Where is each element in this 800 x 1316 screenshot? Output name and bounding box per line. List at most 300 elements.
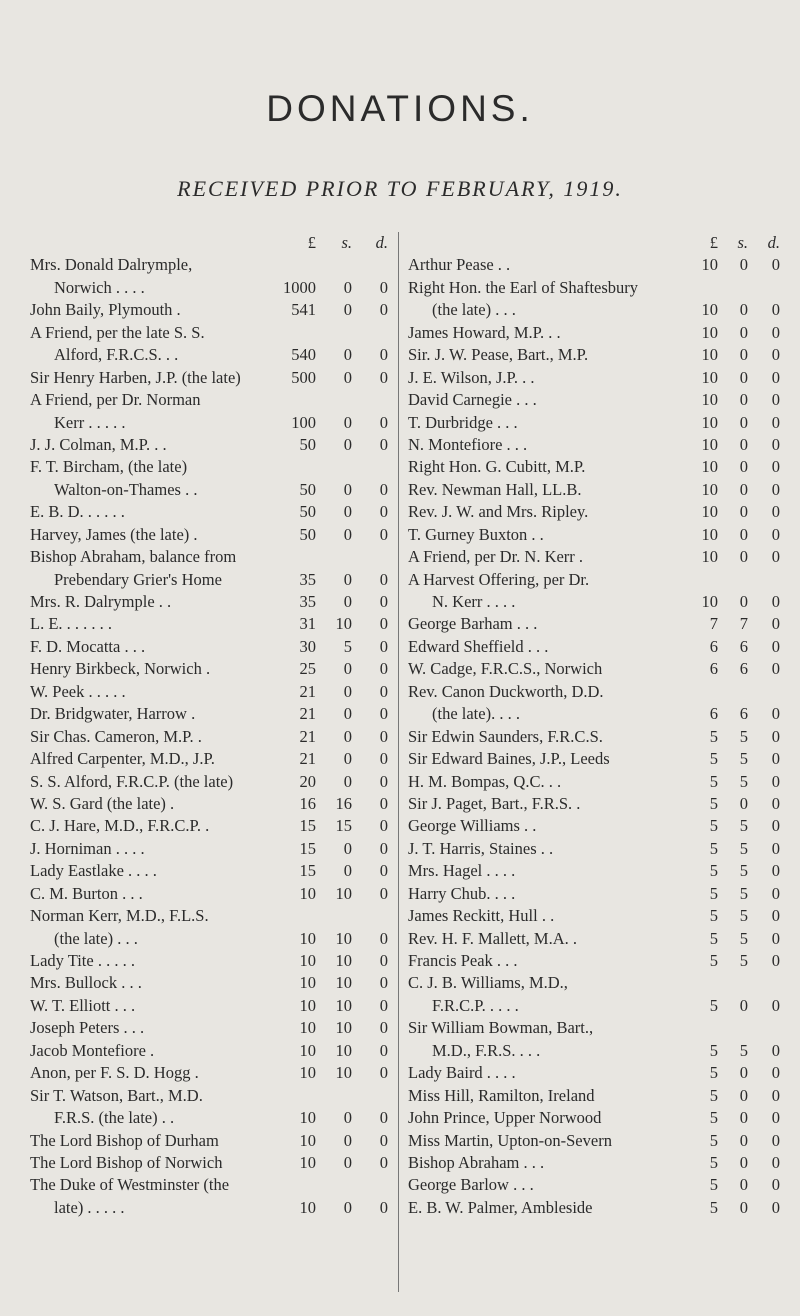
amount-shillings: 10 xyxy=(335,995,352,1015)
amount-shillings: 0 xyxy=(343,592,352,611)
amount-pounds: 30 xyxy=(299,636,316,656)
amount-shillings: 0 xyxy=(343,524,352,544)
amount-shillings xyxy=(316,389,352,411)
donor-name: Rev. Newman Hall, LL.B. xyxy=(408,479,582,499)
amount-pounds: 7 xyxy=(709,614,718,634)
amount-pence: 0 xyxy=(771,704,780,724)
amount-shillings: 0 xyxy=(739,592,748,611)
amount-pence: 0 xyxy=(379,367,388,387)
shillings-header: s. xyxy=(341,233,352,252)
donation-row xyxy=(408,771,780,793)
amount-pounds: 5 xyxy=(709,928,718,948)
donor-name: W. Cadge, F.R.C.S., Norwich xyxy=(408,659,603,679)
donor-name: T. Gurney Buxton . . xyxy=(408,524,544,544)
donor-name: J. J. Colman, M.P. . . xyxy=(30,434,167,454)
amount-shillings xyxy=(316,1174,352,1196)
amount-shillings: 0 xyxy=(343,1108,352,1128)
amount-pence: 0 xyxy=(771,1063,780,1083)
amount-shillings: 0 xyxy=(343,502,352,522)
donation-row xyxy=(30,658,388,680)
amount-pence: 0 xyxy=(379,412,388,432)
amount-shillings: 0 xyxy=(343,659,352,679)
amount-shillings: 0 xyxy=(739,502,748,522)
right-donations-column xyxy=(408,232,780,1219)
amount-shillings: 0 xyxy=(739,995,748,1015)
donation-row xyxy=(30,703,388,725)
amount-pounds: 25 xyxy=(299,659,316,679)
amount-shillings: 6 xyxy=(739,704,748,724)
donor-name: A Friend, per Dr. Norman xyxy=(30,390,201,410)
amount-pence: 0 xyxy=(771,726,780,746)
amount-pounds xyxy=(268,322,316,344)
amount-pence: 0 xyxy=(771,300,780,320)
donor-name: Mrs. Hagel . . . . xyxy=(408,861,516,881)
donation-row xyxy=(30,344,388,366)
amount-pounds: 500 xyxy=(291,367,316,387)
amount-pence: 0 xyxy=(771,367,780,387)
amount-shillings: 10 xyxy=(335,1063,352,1083)
donation-row xyxy=(408,793,780,815)
donation-row xyxy=(30,771,388,793)
donor-name: Lady Tite . . . . . xyxy=(30,951,135,970)
donation-row xyxy=(30,636,388,658)
donor-name: (the late) . . . xyxy=(432,300,516,320)
amount-pounds: 16 xyxy=(299,793,316,813)
amount-pence: 0 xyxy=(379,1018,388,1038)
donation-row xyxy=(30,546,388,568)
donation-row xyxy=(408,524,780,546)
amount-pence: 0 xyxy=(379,749,388,769)
amount-shillings: 0 xyxy=(739,1152,748,1172)
amount-pence: 0 xyxy=(379,1040,388,1060)
donation-row xyxy=(408,928,780,950)
amount-shillings: 15 xyxy=(335,816,352,836)
donation-row xyxy=(30,367,388,389)
amount-pounds: 540 xyxy=(291,345,316,365)
amount-pence xyxy=(352,322,388,344)
amount-shillings: 10 xyxy=(335,1040,352,1060)
amount-shillings: 0 xyxy=(343,300,352,320)
donation-row xyxy=(30,928,388,950)
amount-pence: 0 xyxy=(771,951,780,970)
amount-pence: 0 xyxy=(771,1108,780,1128)
amount-pounds: 21 xyxy=(299,749,316,769)
amount-pounds: 5 xyxy=(709,749,718,769)
amount-pence: 0 xyxy=(771,524,780,544)
donor-name: S. S. Alford, F.R.C.P. (the late) xyxy=(30,771,234,791)
donation-row xyxy=(30,299,388,321)
donor-name: Jacob Montefiore . xyxy=(30,1040,155,1060)
donor-name: Arthur Pease . . xyxy=(408,255,511,275)
amount-pounds xyxy=(678,569,718,591)
donation-row xyxy=(30,1174,388,1196)
amount-pounds: 5 xyxy=(709,816,718,836)
donor-name: W. T. Elliott . . . xyxy=(30,995,136,1015)
amount-shillings: 10 xyxy=(335,973,352,993)
amount-shillings: 5 xyxy=(739,838,748,858)
amount-pounds: 5 xyxy=(709,1085,718,1105)
amount-pence: 0 xyxy=(771,1175,780,1195)
donation-row xyxy=(408,1197,780,1219)
amount-pounds: 5 xyxy=(709,861,718,881)
amount-pounds: 100 xyxy=(291,412,316,432)
amount-pounds: 15 xyxy=(299,838,316,858)
amount-shillings: 0 xyxy=(739,434,748,454)
header-spacer xyxy=(30,232,268,254)
amount-pence: 0 xyxy=(379,726,388,746)
donation-row xyxy=(408,1062,780,1084)
donor-name: (the late). . . . xyxy=(432,704,520,724)
donor-name: Sir T. Watson, Bart., M.D. xyxy=(30,1085,203,1105)
amount-pence: 0 xyxy=(771,547,780,567)
amount-pounds: 5 xyxy=(709,995,718,1015)
donation-row xyxy=(30,613,388,635)
donation-row xyxy=(30,254,388,276)
amount-pounds xyxy=(268,1174,316,1196)
amount-pence xyxy=(352,905,388,927)
currency-header-row xyxy=(408,232,780,254)
donation-row xyxy=(30,1085,388,1107)
amount-pounds: 10 xyxy=(701,345,718,365)
amount-pence: 0 xyxy=(379,681,388,701)
column-divider xyxy=(398,232,399,1292)
amount-pounds: 10 xyxy=(701,412,718,432)
donor-name: F.R.C.P. . . . . xyxy=(432,995,519,1015)
amount-pounds: 35 xyxy=(299,592,316,611)
amount-shillings: 0 xyxy=(343,569,352,589)
amount-shillings: 5 xyxy=(739,749,748,769)
amount-shillings: 0 xyxy=(739,1063,748,1083)
amount-pounds: 50 xyxy=(299,502,316,522)
donor-name: The Lord Bishop of Durham xyxy=(30,1130,219,1150)
donation-row xyxy=(30,569,388,591)
amount-shillings: 0 xyxy=(739,547,748,567)
amount-shillings xyxy=(718,1017,748,1039)
donor-name: Bishop Abraham, balance from xyxy=(30,547,237,567)
amount-pounds: 10 xyxy=(299,1108,316,1128)
donor-name: (the late) . . . xyxy=(54,928,138,948)
amount-shillings: 5 xyxy=(739,771,748,791)
donation-row xyxy=(408,658,780,680)
amount-pounds: 10 xyxy=(299,1040,316,1060)
donor-name: J. T. Harris, Staines . . xyxy=(408,838,554,858)
amount-pence: 0 xyxy=(771,1040,780,1060)
donation-row xyxy=(30,995,388,1017)
donation-row xyxy=(408,412,780,434)
donation-row xyxy=(30,838,388,860)
donor-name: Harvey, James (the late) . xyxy=(30,524,198,544)
donor-name: J. E. Wilson, J.P. . . xyxy=(408,367,535,387)
donor-name: Mrs. R. Dalrymple . . xyxy=(30,592,172,611)
donation-row xyxy=(30,726,388,748)
donation-row xyxy=(30,1152,388,1174)
pounds-header: £ xyxy=(709,233,718,252)
amount-shillings: 5 xyxy=(739,951,748,970)
amount-pence: 0 xyxy=(771,1085,780,1105)
donor-name: Rev. J. W. and Mrs. Ripley. xyxy=(408,502,589,522)
donation-row xyxy=(408,1040,780,1062)
donation-row xyxy=(30,1107,388,1129)
donation-row xyxy=(408,389,780,411)
amount-pounds: 5 xyxy=(709,838,718,858)
amount-shillings xyxy=(316,905,352,927)
amount-shillings: 0 xyxy=(343,726,352,746)
amount-pence: 0 xyxy=(771,749,780,769)
donation-row xyxy=(30,1062,388,1084)
amount-pence: 0 xyxy=(379,973,388,993)
amount-shillings: 10 xyxy=(335,928,352,948)
left-donations-column xyxy=(30,232,388,1219)
amount-pounds xyxy=(268,389,316,411)
amount-shillings: 0 xyxy=(739,255,748,275)
donor-name: Miss Hill, Ramilton, Ireland xyxy=(408,1085,595,1105)
amount-pence: 0 xyxy=(771,255,780,275)
donation-row xyxy=(30,524,388,546)
amount-pounds: 5 xyxy=(709,1040,718,1060)
amount-shillings xyxy=(316,546,352,568)
amount-pence: 0 xyxy=(379,995,388,1015)
donation-row xyxy=(30,389,388,411)
donor-name: L. E. . . . . . . xyxy=(30,614,113,634)
amount-pence: 0 xyxy=(379,277,388,297)
donation-row xyxy=(408,1107,780,1129)
amount-shillings: 6 xyxy=(739,659,748,679)
amount-pounds xyxy=(678,681,718,703)
amount-pounds xyxy=(678,972,718,994)
amount-pence xyxy=(352,254,388,276)
amount-pounds: 10 xyxy=(299,928,316,948)
amount-shillings: 0 xyxy=(739,1175,748,1195)
donation-row xyxy=(408,1130,780,1152)
amount-shillings: 0 xyxy=(343,367,352,387)
amount-pounds: 15 xyxy=(299,816,316,836)
amount-pence: 0 xyxy=(379,951,388,970)
amount-pounds: 35 xyxy=(299,569,316,589)
donor-name: James Howard, M.P. . . xyxy=(408,322,561,342)
amount-pence: 0 xyxy=(379,614,388,634)
donor-name: Alford, F.R.C.S. . . xyxy=(54,345,179,365)
donor-name: M.D., F.R.S. . . . xyxy=(432,1040,541,1060)
donation-row xyxy=(30,950,388,972)
amount-pence xyxy=(748,972,780,994)
amount-pounds: 21 xyxy=(299,726,316,746)
amount-pounds: 21 xyxy=(299,704,316,724)
amount-pounds: 10 xyxy=(299,951,316,970)
donor-name: Norwich . . . . xyxy=(54,277,145,297)
amount-pence: 0 xyxy=(771,1197,780,1217)
amount-shillings: 0 xyxy=(739,1197,748,1217)
donor-name: F.R.S. (the late) . . xyxy=(54,1108,175,1128)
amount-pounds: 5 xyxy=(709,906,718,926)
amount-pence: 0 xyxy=(379,861,388,881)
donation-row xyxy=(30,479,388,501)
amount-shillings: 0 xyxy=(739,322,748,342)
donor-name: Walton-on-Thames . . xyxy=(54,479,198,499)
amount-pence: 0 xyxy=(771,928,780,948)
amount-pence: 0 xyxy=(771,793,780,813)
amount-pence: 0 xyxy=(771,592,780,611)
donor-name: The Lord Bishop of Norwich xyxy=(30,1152,223,1172)
amount-shillings: 5 xyxy=(739,906,748,926)
amount-pence: 0 xyxy=(379,479,388,499)
donation-row xyxy=(30,748,388,770)
amount-pence: 0 xyxy=(379,300,388,320)
donor-name: George Williams . . xyxy=(408,816,537,836)
donor-name: John Baily, Plymouth . xyxy=(30,300,181,320)
amount-pence: 0 xyxy=(379,928,388,948)
donation-row xyxy=(408,591,780,613)
donor-name: J. Horniman . . . . xyxy=(30,838,145,858)
page-title: DONATIONS. xyxy=(266,88,534,129)
amount-shillings: 0 xyxy=(343,861,352,881)
donation-row xyxy=(408,860,780,882)
amount-shillings: 0 xyxy=(739,390,748,410)
amount-pence: 0 xyxy=(771,322,780,342)
donor-name: C. M. Burton . . . xyxy=(30,883,143,903)
donor-name: W. Peek . . . . . xyxy=(30,681,126,701)
donation-row xyxy=(30,681,388,703)
amount-shillings: 0 xyxy=(343,434,352,454)
amount-shillings: 0 xyxy=(343,704,352,724)
amount-pounds: 5 xyxy=(709,1152,718,1172)
amount-pounds: 10 xyxy=(701,592,718,611)
amount-shillings: 0 xyxy=(343,749,352,769)
donation-row xyxy=(30,434,388,456)
donor-name: Lady Baird . . . . xyxy=(408,1063,516,1083)
donor-name: Sir William Bowman, Bart., xyxy=(408,1018,594,1038)
donor-name: F. T. Bircham, (the late) xyxy=(30,457,188,477)
donor-name: Anon, per F. S. D. Hogg . xyxy=(30,1063,199,1083)
amount-pounds: 10 xyxy=(701,524,718,544)
donor-name: C. J. Hare, M.D., F.R.C.P. . xyxy=(30,816,210,836)
donation-row xyxy=(30,1197,388,1219)
amount-shillings: 0 xyxy=(739,457,748,477)
amount-pence: 0 xyxy=(379,1130,388,1150)
amount-shillings: 0 xyxy=(739,524,748,544)
donor-name: Mrs. Donald Dalrymple, xyxy=(30,255,193,275)
donor-name: H. M. Bompas, Q.C. . . xyxy=(408,771,562,791)
donation-row xyxy=(408,950,780,972)
amount-pence: 0 xyxy=(771,614,780,634)
donor-name: T. Durbridge . . . xyxy=(408,412,518,432)
donation-row xyxy=(408,613,780,635)
donor-name: N. Montefiore . . . xyxy=(408,434,528,454)
amount-shillings: 0 xyxy=(739,345,748,365)
amount-pence: 0 xyxy=(771,906,780,926)
amount-pence xyxy=(352,546,388,568)
amount-pence: 0 xyxy=(771,659,780,679)
amount-pounds: 5 xyxy=(709,883,718,903)
amount-pounds: 6 xyxy=(709,659,718,679)
amount-pence: 0 xyxy=(771,995,780,1015)
amount-pounds: 10 xyxy=(701,255,718,275)
donation-row xyxy=(408,299,780,321)
amount-pounds: 5 xyxy=(709,771,718,791)
donation-row xyxy=(408,636,780,658)
pence-header: d. xyxy=(375,233,388,252)
donation-row xyxy=(408,995,780,1017)
amount-pence: 0 xyxy=(771,1130,780,1150)
amount-pence: 0 xyxy=(379,816,388,836)
amount-shillings xyxy=(718,569,748,591)
amount-shillings: 5 xyxy=(739,883,748,903)
amount-pence: 0 xyxy=(771,883,780,903)
donation-row xyxy=(408,681,780,703)
amount-pence xyxy=(748,277,780,299)
donor-name: George Barham . . . xyxy=(408,614,538,634)
donor-name: A Friend, per the late S. S. xyxy=(30,322,205,342)
donor-name: Bishop Abraham . . . xyxy=(408,1152,545,1172)
amount-pence: 0 xyxy=(771,1152,780,1172)
amount-pounds: 10 xyxy=(299,1152,316,1172)
donor-name: Right Hon. G. Cubitt, M.P. xyxy=(408,457,586,477)
amount-pounds: 10 xyxy=(299,1018,316,1038)
shillings-header: s. xyxy=(737,233,748,252)
amount-pounds xyxy=(268,456,316,478)
amount-shillings: 16 xyxy=(335,793,352,813)
amount-pence: 0 xyxy=(379,1152,388,1172)
donation-row xyxy=(408,905,780,927)
donation-row xyxy=(408,1174,780,1196)
donation-row xyxy=(30,793,388,815)
donor-name: David Carnegie . . . xyxy=(408,390,537,410)
amount-shillings: 10 xyxy=(335,1018,352,1038)
amount-pounds: 21 xyxy=(299,681,316,701)
amount-shillings xyxy=(718,277,748,299)
donor-name: C. J. B. Williams, M.D., xyxy=(408,973,568,993)
right-donation-list xyxy=(408,254,780,1219)
amount-pounds: 5 xyxy=(709,1197,718,1217)
amount-shillings xyxy=(316,322,352,344)
donor-name: E. B. W. Palmer, Ambleside xyxy=(408,1197,593,1217)
amount-shillings: 5 xyxy=(739,1040,748,1060)
amount-pounds: 10 xyxy=(701,300,718,320)
donation-row xyxy=(30,591,388,613)
donor-name: A Harvest Offering, per Dr. xyxy=(408,569,590,589)
amount-pounds: 31 xyxy=(299,614,316,634)
donation-row xyxy=(408,546,780,568)
amount-shillings xyxy=(718,681,748,703)
amount-pounds xyxy=(678,277,718,299)
amount-pence: 0 xyxy=(379,345,388,365)
amount-pence: 0 xyxy=(379,569,388,589)
amount-pounds xyxy=(268,546,316,568)
donation-row xyxy=(30,1040,388,1062)
amount-pence: 0 xyxy=(771,412,780,432)
amount-pence: 0 xyxy=(379,883,388,903)
amount-pounds: 5 xyxy=(709,1175,718,1195)
donation-row xyxy=(408,838,780,860)
donation-row xyxy=(30,501,388,523)
amount-pence xyxy=(748,681,780,703)
amount-shillings: 0 xyxy=(739,793,748,813)
amount-pounds: 5 xyxy=(709,793,718,813)
amount-pounds: 10 xyxy=(299,973,316,993)
amount-pounds: 5 xyxy=(709,1063,718,1083)
donation-row xyxy=(30,860,388,882)
donor-name: Sir Henry Harben, J.P. (the late) xyxy=(30,367,241,387)
donation-row xyxy=(408,254,780,276)
donation-row xyxy=(408,1085,780,1107)
donor-name: Dr. Bridgwater, Harrow . xyxy=(30,704,196,724)
amount-shillings: 0 xyxy=(739,1085,748,1105)
amount-pounds: 50 xyxy=(299,434,316,454)
amount-shillings: 0 xyxy=(343,479,352,499)
amount-shillings: 0 xyxy=(343,681,352,701)
amount-pounds: 10 xyxy=(299,1197,316,1217)
donation-row xyxy=(408,569,780,591)
donation-row xyxy=(408,434,780,456)
